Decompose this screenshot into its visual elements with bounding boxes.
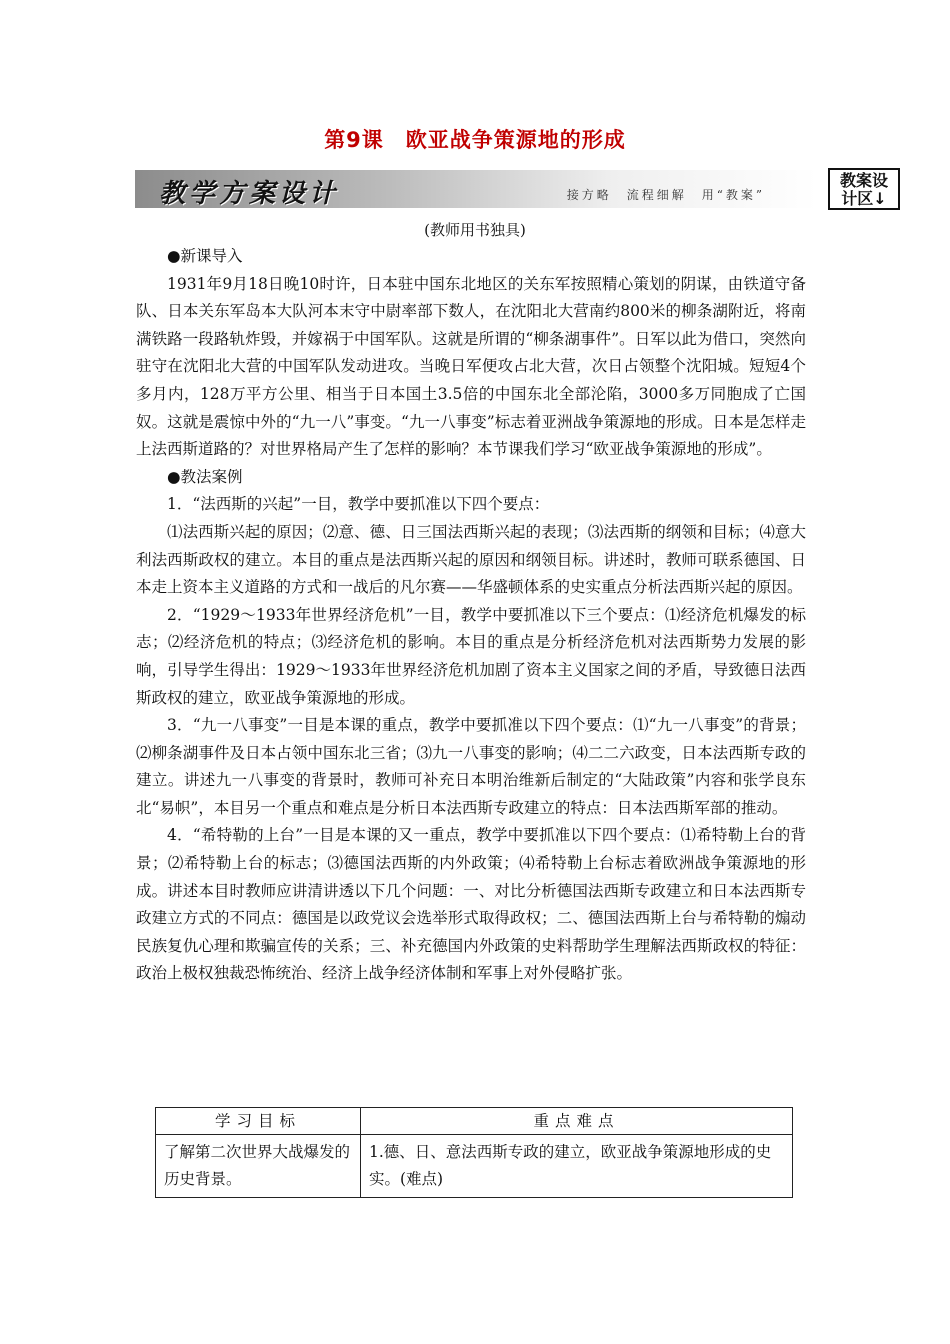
table-cell-keypoint: 1.德、日、意法西斯专政的建立，欧亚战争策源地形成的史实。(难点) (361, 1135, 793, 1198)
teacher-note: (教师用书独具) (424, 221, 526, 239)
badge-line-2: 计区↓ (841, 189, 887, 208)
page-title: 第9课 欧亚战争策源地的形成 (324, 128, 626, 152)
case-4-paragraph: 4．“希特勒的上台”一目是本课的又一重点，教学中要抓准以下四个要点：⑴希特勒上台的背景；⑵希特勒上台的标志；⑶德国法西斯的内外政策；⑷希特勒上台标志着欧洲战争策源地的形成。讲述本目时教师应讲清讲透以下几个问题：一、对比分析德国法西斯专政建立和日本法西斯专政建立方式的不同点：德国是以政党议会选举形式取得政权；二、德国法西斯上台与希特勒的煽动民族复仇心理和欺骗宣传的关系；三、补充德国内外政策的史料帮助学生理解法西斯政权的特征：政治上极权独裁恐怖统治、经济上战争经济体制和军事上对外侵略扩张。 (136, 826, 806, 983)
banner-subtitle: 接方略 流程细解 用“教案” (566, 188, 765, 202)
header-key-points: 重点难点 (361, 1108, 793, 1135)
intro-heading: ●新课导入 (167, 247, 243, 265)
cases-heading: ●教法案例 (167, 467, 243, 486)
case-3-paragraph: 3．“九一八事变”一目是本课的重点，教学中要抓准以下四个要点：⑴“九一八事变”的背景；⑵柳条湖事件及日本占领中国东北三省；⑶九一八事变的影响；⑷二二六政变，日本法西斯专政的建立。讲述九一八事变的背景时，教师可补充日本明治维新后制定的“大陆政策”内容和张学良东北“易帜”，本目另一个重点和难点是分析日本法西斯专政建立的特点：日本法西斯军部的推动。 (136, 716, 806, 817)
case-1-paragraph: ⑴法西斯兴起的原因；⑵意、德、日三国法西斯兴起的表现；⑶法西斯的纲领和目标；⑷意大利法西斯政权的建立。本目的重点是法西斯兴起的原因和纲领目标。讲述时，教师可联系德国、日本走上资本主义道路的方式和一战后的凡尔赛——华盛顿体系的史实重点分析法西斯兴起的原因。 (136, 522, 806, 597)
case-2-paragraph: 2．“1929～1933年世界经济危机”一目，教学中要抓准以下三个要点：⑴经济危机爆发的标志；⑵经济危机的特点；⑶经济危机的影响。本目的重点是分析经济危机对法西斯势力发展的影响，引导学生得出：1929～1933年世界经济危机加剧了资本主义国家之间的矛盾，导致德日法西斯政权的建立，欧亚战争策源地的形成。 (136, 605, 806, 707)
objectives-table (155, 1107, 793, 1198)
table-row (156, 1135, 793, 1198)
table-header-row (156, 1108, 793, 1135)
header-learning-goals: 学习目标 (156, 1108, 361, 1135)
section-banner (135, 170, 817, 208)
badge-line-1: 教案设 (839, 171, 888, 190)
case-1-heading: 1．“法西斯的兴起”一目，教学中要抓准以下四个要点： (167, 495, 550, 514)
design-area-badge (828, 168, 900, 210)
table-cell-goal: 了解第二次世界大战爆发的历史背景。 (156, 1135, 361, 1198)
intro-paragraph: 1931年9月18日晚10时许，日本驻中国东北地区的关东军按照精心策划的阴谋，由铁道守备队、日本关东军岛本大队河本末守中尉率部下数人，在沈阳北大营南约800米的柳条湖附近，将南满铁路一段路轨炸毁，并嫁祸于中国军队。这就是所谓的“柳条湖事件”。日军以此为借口，突然向驻守在沈阳北大营的中国军队发动进攻。当晚日军便攻占北大营，次日占领整个沈阳城。短短4个多月内，128万平方公里、相当于日本国土3.5倍的中国东北全部沦陷，3000多万同胞成了亡国奴。这就是震惊中外的“九一八”事变。“九一八事变”标志着亚洲战争策源地的形成。日本是怎样走上法西斯道路的？对世界格局产生了怎样的影响？本节课我们学习“欧亚战争策源地的形成”。 (136, 274, 806, 459)
banner-title: 教学方案设计 (159, 179, 340, 209)
lesson-body (136, 243, 806, 988)
